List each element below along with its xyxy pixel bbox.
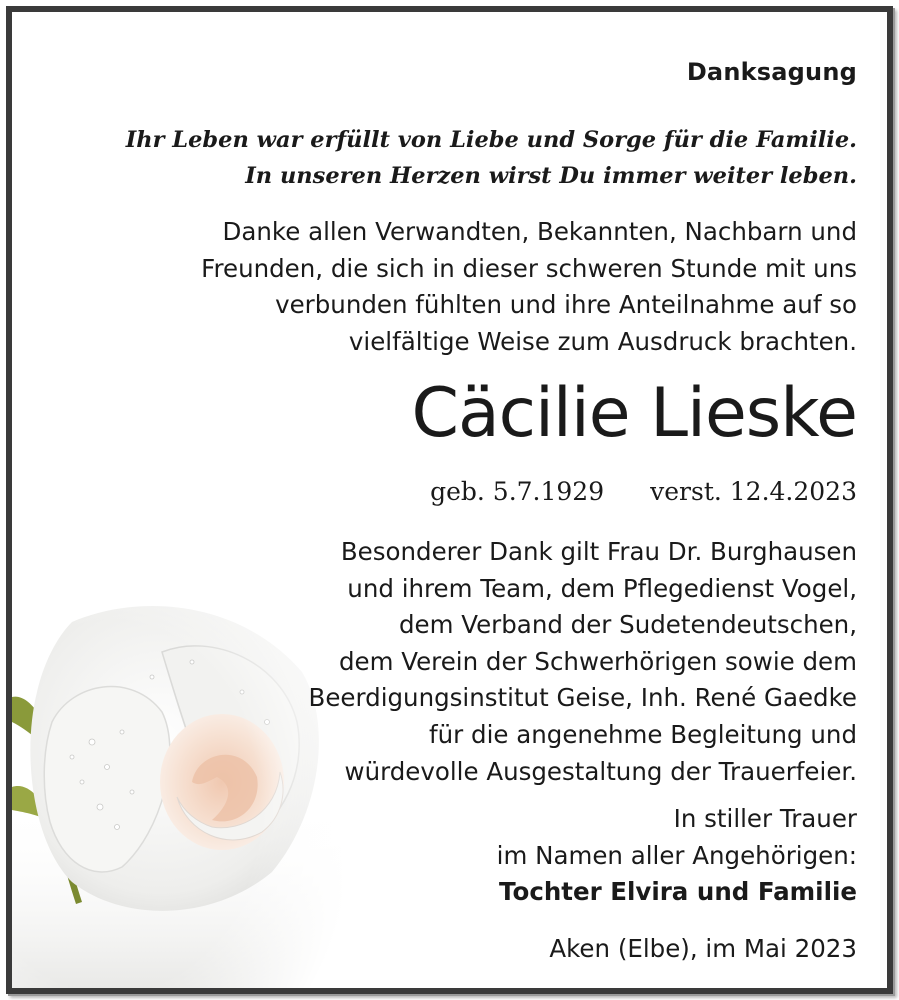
thanks-line: dem Verein der Schwerhörigen sowie dem bbox=[338, 646, 857, 676]
motto-line: In unseren Herzen wirst Du immer weiter leben. bbox=[245, 163, 857, 189]
thanks-line: für die angenehme Begleitung und bbox=[429, 719, 857, 749]
motto-line: Ihr Leben war erfüllt von Liebe und Sorge für die Familie. bbox=[125, 127, 857, 153]
birth-date: geb. 5.7.1929 bbox=[430, 477, 605, 506]
intro-line: Freunden, die sich in dieser schweren Stunde mit uns bbox=[201, 253, 857, 283]
mourning-line: im Namen aller Angehörigen: bbox=[496, 840, 857, 870]
thanks-line: dem Verband der Sudetendeutschen, bbox=[398, 610, 857, 640]
death-date: verst. 12.4.2023 bbox=[650, 477, 857, 506]
intro-line: verbunden fühlten und ihre Anteilnahme auf so bbox=[275, 290, 857, 320]
thanks-line: Beerdigungsinstitut Geise, Inh. René Gaedke bbox=[308, 683, 857, 713]
intro-paragraph bbox=[201, 214, 857, 360]
special-thanks-paragraph bbox=[309, 534, 857, 790]
life-dates bbox=[430, 474, 857, 510]
place-and-date: Aken (Elbe), im Mai 2023 bbox=[549, 934, 857, 963]
intro-line: Danke allen Verwandten, Bekannten, Nachbarn und bbox=[222, 217, 857, 246]
heading: Danksagung bbox=[686, 58, 857, 86]
mourning-line: In stiller Trauer bbox=[673, 804, 857, 833]
motto bbox=[126, 122, 857, 194]
thanks-line: und ihrem Team, dem Pflegedienst Vogel, bbox=[347, 573, 857, 603]
signature: Tochter Elvira und Familie bbox=[499, 877, 857, 907]
thanks-line: Besonderer Dank gilt Frau Dr. Burghausen bbox=[340, 537, 857, 566]
mourning-block bbox=[497, 801, 857, 911]
deceased-name: Cäcilie Lieske bbox=[411, 374, 857, 453]
thanks-line: würdevolle Ausgestaltung der Trauerfeier. bbox=[344, 756, 857, 786]
white-rose-image bbox=[12, 582, 342, 992]
intro-line: vielfältige Weise zum Ausdruck brachten. bbox=[348, 326, 857, 356]
obituary-card bbox=[6, 6, 893, 994]
